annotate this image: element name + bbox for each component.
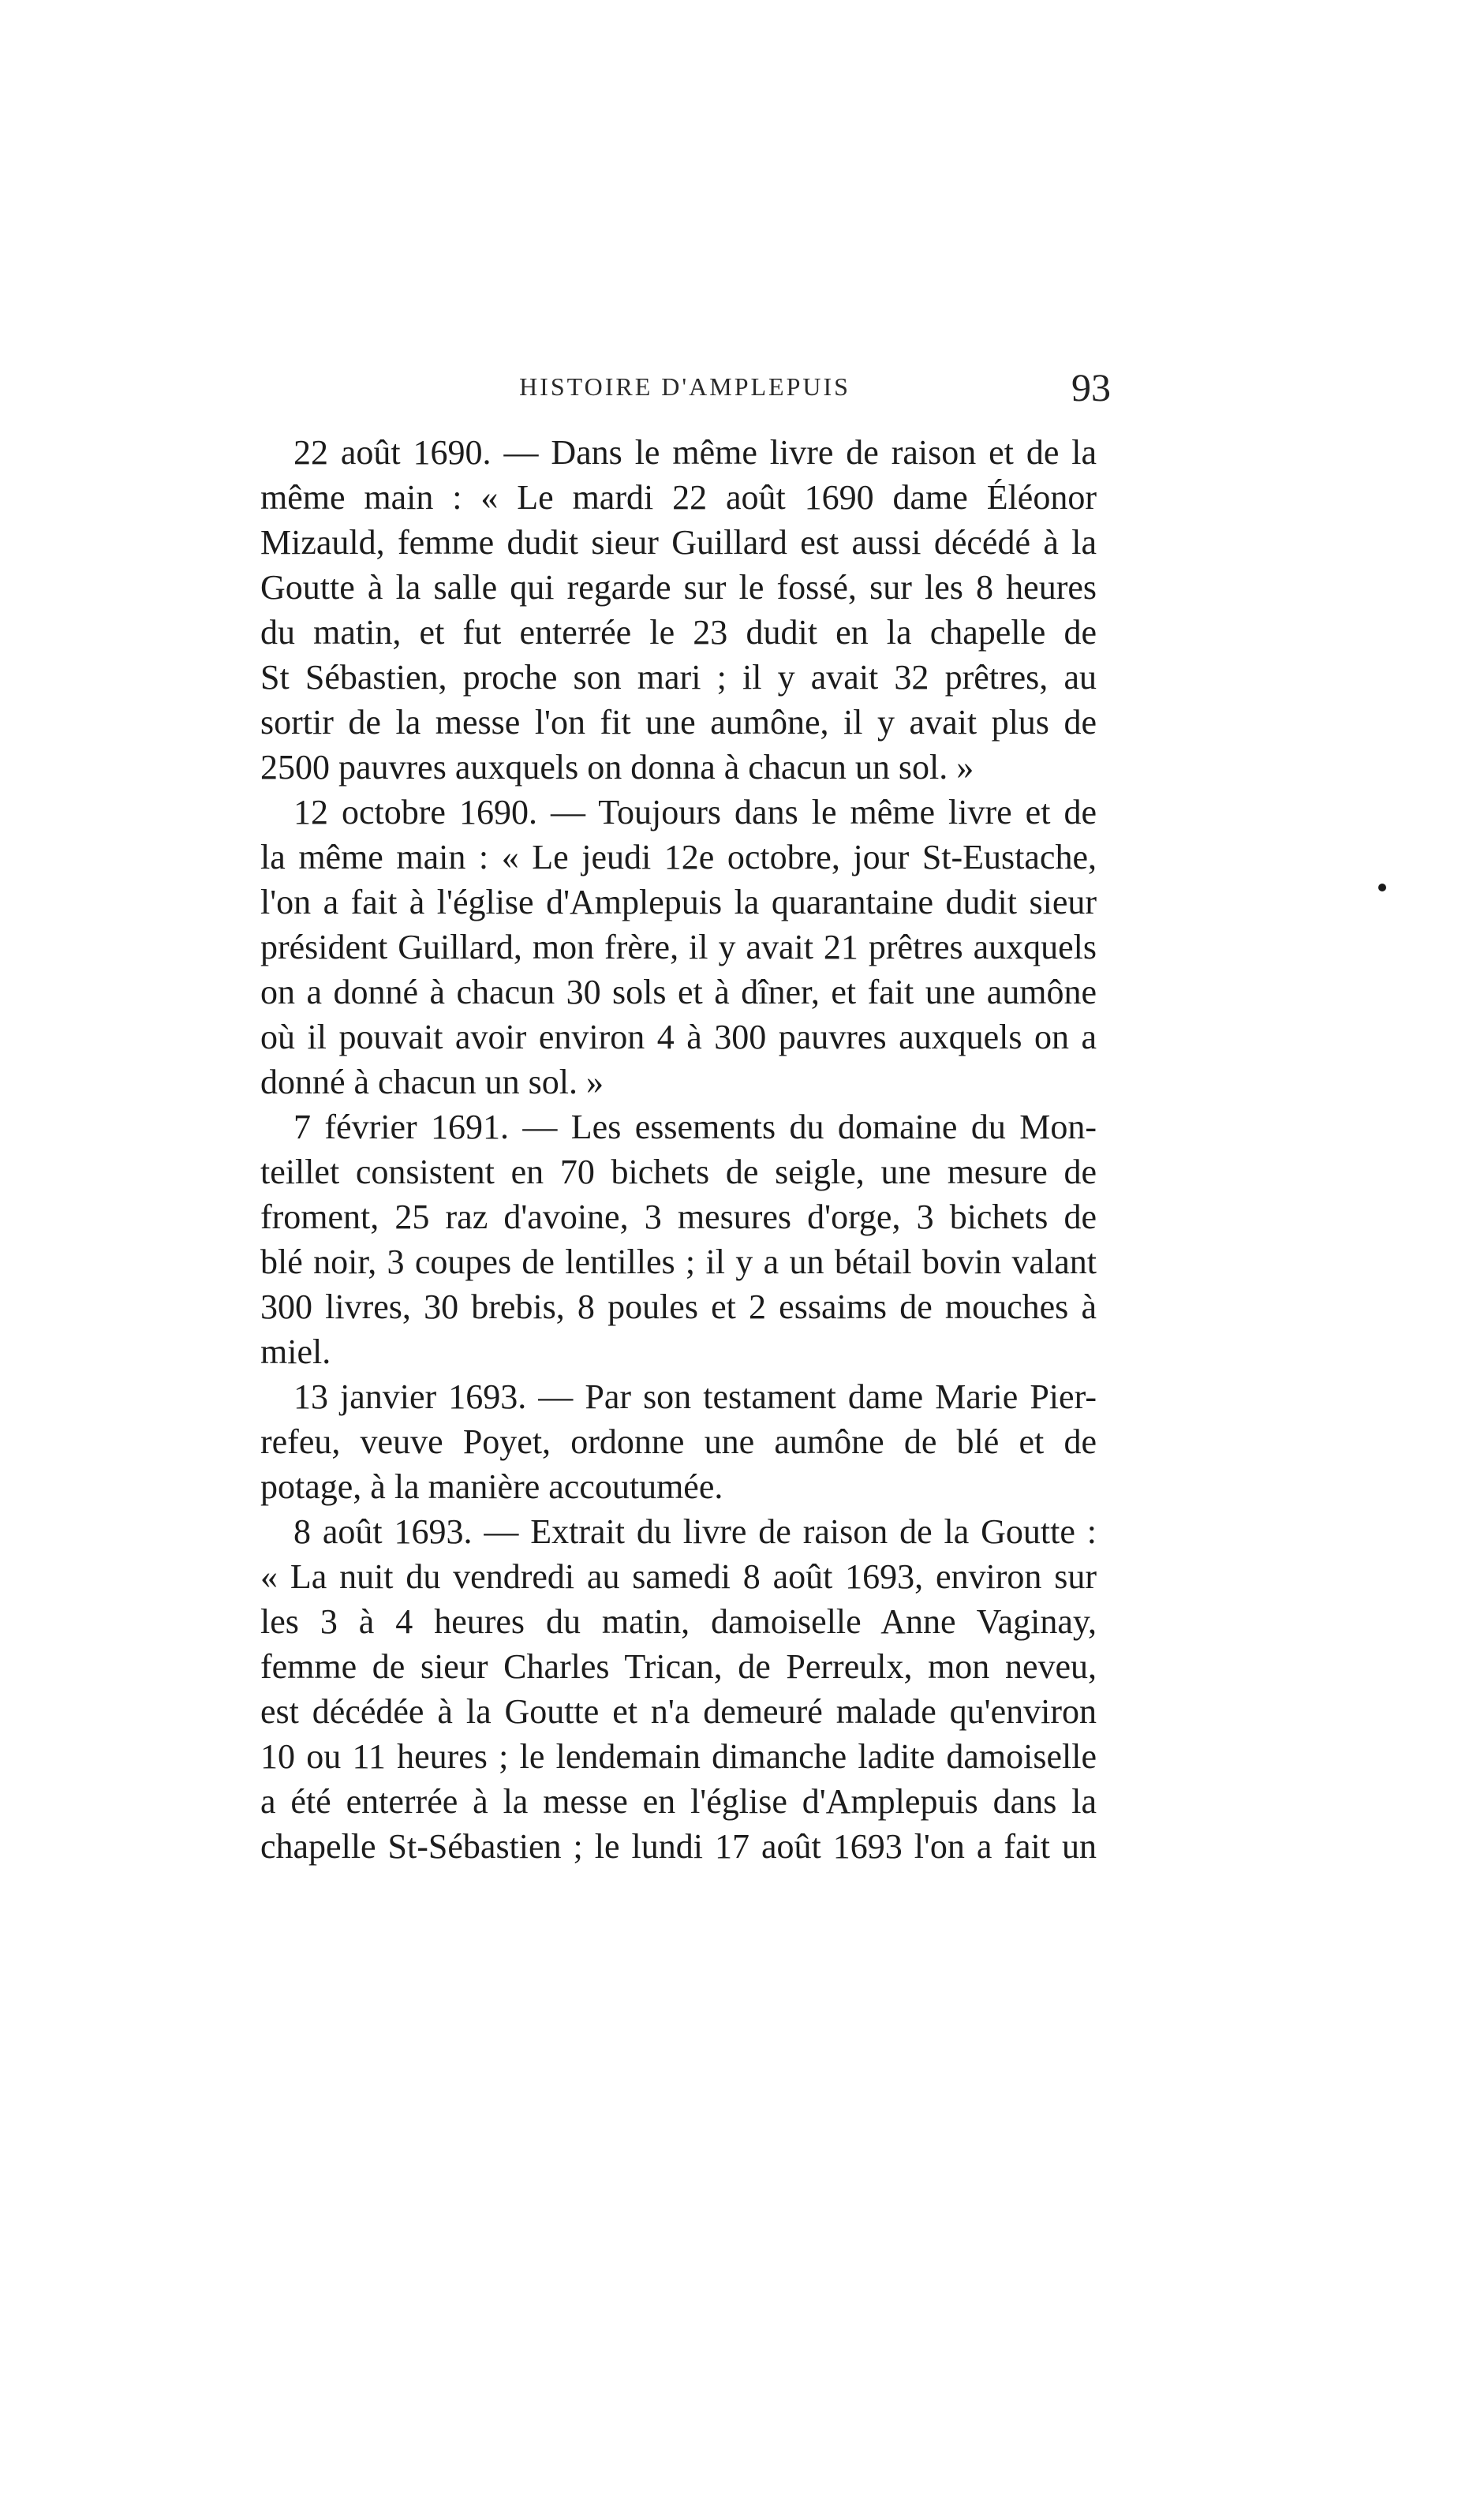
text-line: 10 ou 11 heures ; le lendemain dimanche ladite damoiselle (260, 1737, 1097, 1776)
text-line: a été enterrée à la messe en l'église d'Amplepuis dans la (260, 1782, 1097, 1821)
text-line: Mizauld, femme dudit sieur Guillard est aussi décédé à la (260, 523, 1097, 562)
text-line: 2500 pauvres auxquels on donna à chacun un sol. » (260, 748, 974, 787)
text-line: les 3 à 4 heures du matin, damoiselle Anne Vaginay, (260, 1602, 1097, 1641)
text-line: St Sébastien, proche son mari ; il y avait 32 prêtres, au (260, 658, 1097, 697)
text-line: Goutte à la salle qui regarde sur le fossé, sur les 8 heures (260, 568, 1097, 607)
text-line: la même main : « Le jeudi 12e octobre, jour St-Eustache, (260, 838, 1097, 876)
running-title: HISTOIRE D'AMPLEPUIS (519, 372, 850, 401)
text-line: 13 janvier 1693. — Par son testament dame Marie Pier- (293, 1377, 1097, 1416)
text-line: donné à chacun un sol. » (260, 1063, 604, 1101)
text-line: on a donné à chacun 30 sols et à dîner, et fait une aumône (260, 973, 1097, 1011)
text-line: 8 août 1693. — Extrait du livre de raison de la Goutte : (293, 1512, 1097, 1551)
text-line: froment, 25 raz d'avoine, 3 mesures d'orge, 3 bichets de (260, 1198, 1097, 1236)
text-line: refeu, veuve Poyet, ordonne une aumône de blé et de (260, 1422, 1097, 1461)
text-line: président Guillard, mon frère, il y avait 21 prêtres auxquels (260, 928, 1097, 966)
text-line: où il pouvait avoir environ 4 à 300 pauvres auxquels on a (260, 1018, 1097, 1056)
text-line: 22 août 1690. — Dans le même livre de raison et de la (293, 433, 1097, 472)
ink-speck (1378, 884, 1386, 891)
text-line: même main : « Le mardi 22 août 1690 dame Éléonor (260, 478, 1097, 517)
text-line: sortir de la messe l'on fit une aumône, il y avait plus de (260, 703, 1097, 742)
text-line: est décédée à la Goutte et n'a demeuré malade qu'environ (260, 1692, 1097, 1731)
text-line: 300 livres, 30 brebis, 8 poules et 2 essaims de mouches à (260, 1287, 1097, 1326)
body-text (260, 430, 1097, 1869)
text-line: 7 février 1691. — Les essements du domaine du Mon- (293, 1108, 1097, 1146)
text-line: l'on a fait à l'église d'Amplepuis la quarantaine dudit sieur (260, 883, 1097, 921)
text-line: chapelle St-Sébastien ; le lundi 17 août 1693 l'on a fait un (260, 1827, 1097, 1866)
text-line: femme de sieur Charles Trican, de Perreulx, mon neveu, (260, 1647, 1097, 1686)
page-number: 93 (1071, 365, 1111, 409)
running-head (259, 364, 1111, 428)
text-line: teillet consistent en 70 bichets de seigle, une mesure de (260, 1153, 1097, 1191)
text-line: potage, à la manière accoutumée. (260, 1467, 723, 1506)
text-line: du matin, et fut enterrée le 23 dudit en la chapelle de (260, 613, 1097, 652)
text-line: blé noir, 3 coupes de lentilles ; il y a un bétail bovin valant (260, 1243, 1097, 1281)
text-line: 12 octobre 1690. — Toujours dans le même livre et de (293, 793, 1097, 831)
text-line: miel. (260, 1332, 331, 1371)
text-line: « La nuit du vendredi au samedi 8 août 1693, environ sur (260, 1557, 1097, 1596)
